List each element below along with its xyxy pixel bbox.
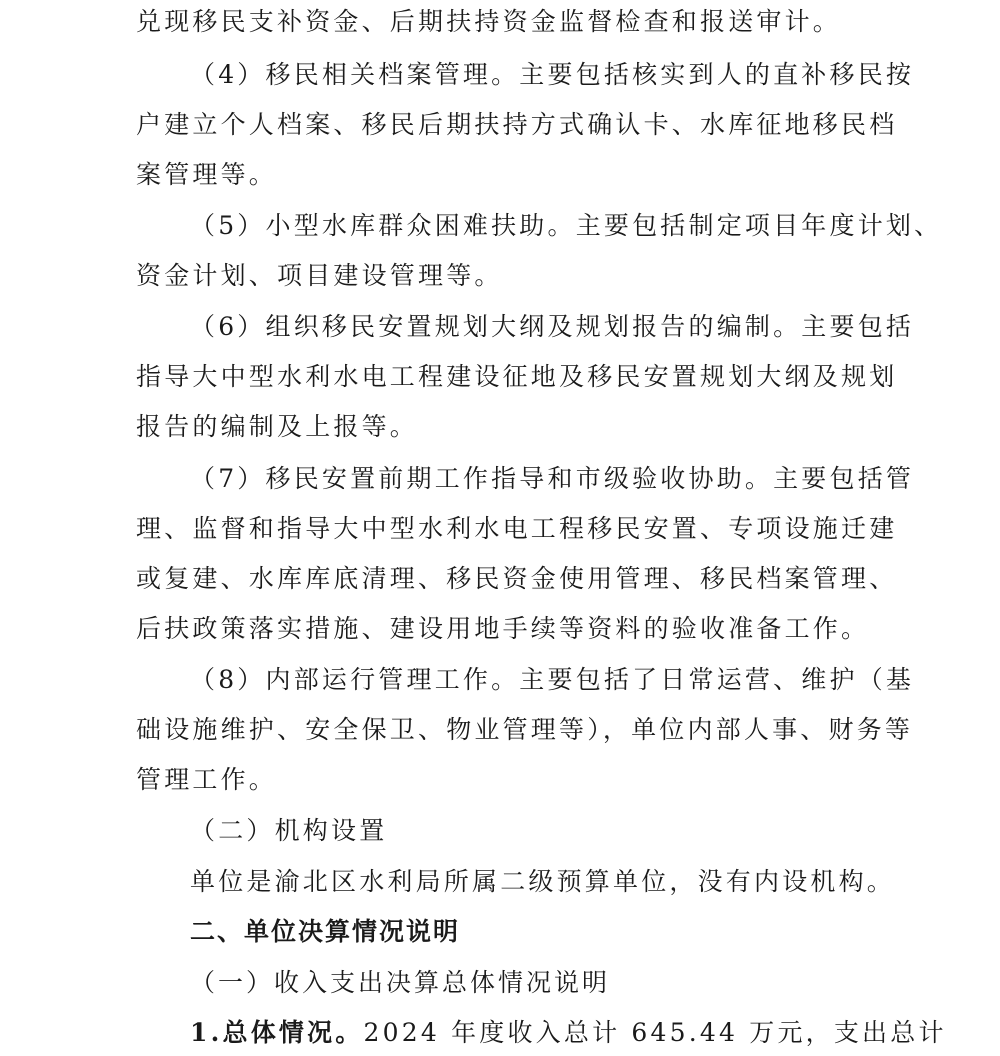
overall-label: 1.总体情况。 [190,1018,364,1047]
paragraph-8-line-1: （8）内部运行管理工作。主要包括了日常运营、维护（基 [190,665,915,694]
section-jigou-body: 单位是渝北区水利局所属二级预算单位，没有内设机构。 [190,867,896,896]
paragraph-line: 兑现移民支补资金、后期扶持资金监督检查和报送审计。 [136,7,842,36]
section-heading-two: 二、单位决算情况说明 [190,917,461,946]
paragraph-4-line-3: 案管理等。 [136,160,278,189]
paragraph-4-line-1: （4）移民相关档案管理。主要包括核实到人的直补移民按 [190,60,915,89]
subsection-heading: （一）收入支出决算总体情况说明 [190,968,611,997]
paragraph-5-line-2: 资金计划、项目建设管理等。 [136,261,503,290]
paragraph-7-line-3: 或复建、水库库底清理、移民资金使用管理、移民档案管理、 [136,564,898,593]
overall-line [190,1015,947,1051]
paragraph-6-line-2: 指导大中型水利水电工程建设征地及移民安置规划大纲及规划 [136,362,898,391]
paragraph-6-line-1: （6）组织移民安置规划大纲及规划报告的编制。主要包括 [190,312,915,341]
overall-text: 2024 年度收入总计 645.44 万元，支出总计 [363,1018,947,1047]
paragraph-7-line-1: （7）移民安置前期工作指导和市级验收协助。主要包括管 [190,464,915,493]
paragraph-7-line-4: 后扶政策落实措施、建设用地手续等资料的验收准备工作。 [136,614,870,643]
section-heading-jigou: （二）机构设置 [190,816,388,845]
paragraph-8-line-3: 管理工作。 [136,765,278,794]
paragraph-5-line-1: （5）小型水库群众困难扶助。主要包括制定项目年度计划、 [190,211,943,240]
paragraph-4-line-2: 户建立个人档案、移民后期扶持方式确认卡、水库征地移民档 [136,110,898,139]
paragraph-8-line-2: 础设施维护、安全保卫、物业管理等），单位内部人事、财务等 [136,715,914,744]
paragraph-7-line-2: 理、监督和指导大中型水利水电工程移民安置、专项设施迁建 [136,514,898,543]
paragraph-6-line-3: 报告的编制及上报等。 [136,412,419,441]
